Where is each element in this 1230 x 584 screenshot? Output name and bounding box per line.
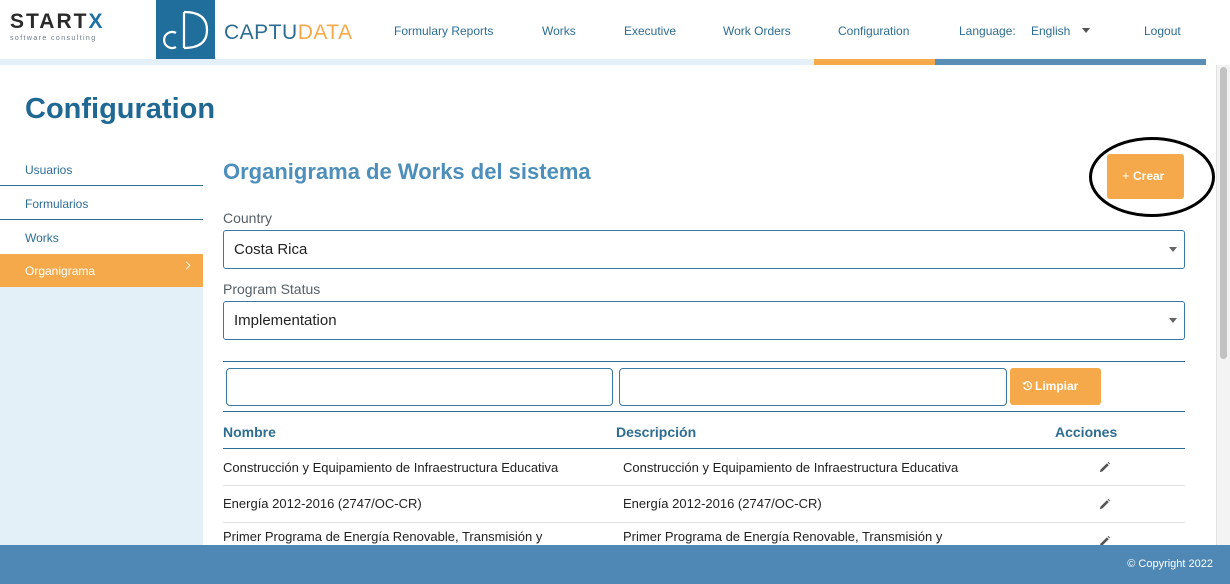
history-icon	[1022, 380, 1033, 391]
table-row-divider	[223, 522, 1185, 523]
chevron-down-icon	[1169, 318, 1177, 323]
table-cell-name: Energía 2012-2016 (2747/OC-CR)	[223, 496, 422, 511]
table-cell-description: Energía 2012-2016 (2747/OC-CR)	[623, 496, 822, 511]
crear-button-label: Crear	[1133, 169, 1165, 183]
pencil-icon[interactable]	[1098, 498, 1111, 511]
country-select[interactable]	[223, 230, 1185, 269]
sidebar-item-label: Usuarios	[25, 163, 73, 177]
sidebar-item-label: Works	[25, 231, 59, 245]
table-cell-description: Primer Programa de Energía Renovable, Transmisión y	[623, 529, 943, 544]
startx-logo	[10, 11, 150, 45]
chevron-down-icon	[1169, 247, 1177, 252]
program-status-select[interactable]	[223, 301, 1185, 340]
table-header-divider	[223, 448, 1185, 449]
nav-configuration[interactable]: Configuration	[838, 24, 910, 38]
table-cell-description: Construcción y Equipamiento de Infraestructura Educativa	[623, 460, 959, 475]
filter-divider-top	[223, 361, 1185, 362]
sidebar-item-organigrama[interactable]	[0, 254, 203, 287]
sidebar-item-usuarios[interactable]	[0, 153, 203, 186]
captudata-logo-mark	[156, 0, 215, 59]
language-label: Language:	[959, 24, 1016, 38]
chevron-right-icon	[183, 262, 191, 270]
sidebar-item-works[interactable]	[0, 221, 203, 254]
column-header-acciones: Acciones	[1055, 424, 1118, 440]
table-cell-name: Construcción y Equipamiento de Infraestructura Educativa	[223, 460, 559, 475]
page-footer	[0, 545, 1230, 584]
crear-button[interactable]	[1107, 154, 1184, 199]
column-header-descripcion[interactable]: Descripción	[616, 424, 697, 440]
copyright-text: © Copyright 2022	[1127, 558, 1213, 570]
program-status-label: Program Status	[223, 281, 321, 297]
scrollbar-thumb[interactable]	[1220, 67, 1227, 359]
nav-executive[interactable]: Executive	[624, 24, 677, 38]
language-select[interactable]: English	[1031, 24, 1071, 38]
startx-wordmark: STARTX	[10, 10, 105, 33]
startx-tagline: software consulting	[10, 35, 97, 42]
pencil-icon[interactable]	[1098, 461, 1111, 474]
chevron-down-icon[interactable]	[1082, 28, 1090, 33]
country-label: Country	[223, 210, 273, 226]
limpiar-button[interactable]	[1010, 368, 1101, 405]
section-title: Organigrama de Works del sistema	[223, 159, 591, 184]
top-header	[0, 0, 1230, 65]
nav-formulary-reports[interactable]: Formulary Reports	[394, 24, 494, 38]
sidebar-item-label: Organigrama	[25, 264, 96, 278]
limpiar-button-label: Limpiar	[1035, 379, 1079, 393]
header-accent-band	[935, 59, 1206, 65]
logout-link[interactable]: Logout	[1144, 24, 1181, 38]
sidebar-item-formularios[interactable]	[0, 187, 203, 220]
page-scrollbar[interactable]	[1216, 65, 1230, 545]
table-row-divider	[223, 485, 1185, 486]
program-status-select-value: Implementation	[234, 312, 337, 329]
cd-logo-icon	[156, 0, 215, 59]
sidebar-background	[0, 286, 203, 545]
page-title: Configuration	[25, 93, 216, 125]
plus-icon: +	[1122, 168, 1130, 183]
captudata-wordmark[interactable]: CAPTUDATA	[224, 21, 353, 44]
sidebar-item-label: Formularios	[25, 197, 89, 211]
description-filter-input[interactable]	[619, 368, 1007, 406]
active-nav-indicator	[814, 59, 935, 65]
table-cell-name: Primer Programa de Energía Renovable, Transmisión y	[223, 529, 543, 544]
nav-work-orders[interactable]: Work Orders	[723, 24, 791, 38]
table-divider-top	[223, 411, 1185, 412]
column-header-nombre[interactable]: Nombre	[223, 424, 276, 440]
name-filter-input[interactable]	[226, 368, 613, 406]
country-select-value: Costa Rica	[234, 241, 308, 258]
nav-works[interactable]: Works	[542, 24, 576, 38]
